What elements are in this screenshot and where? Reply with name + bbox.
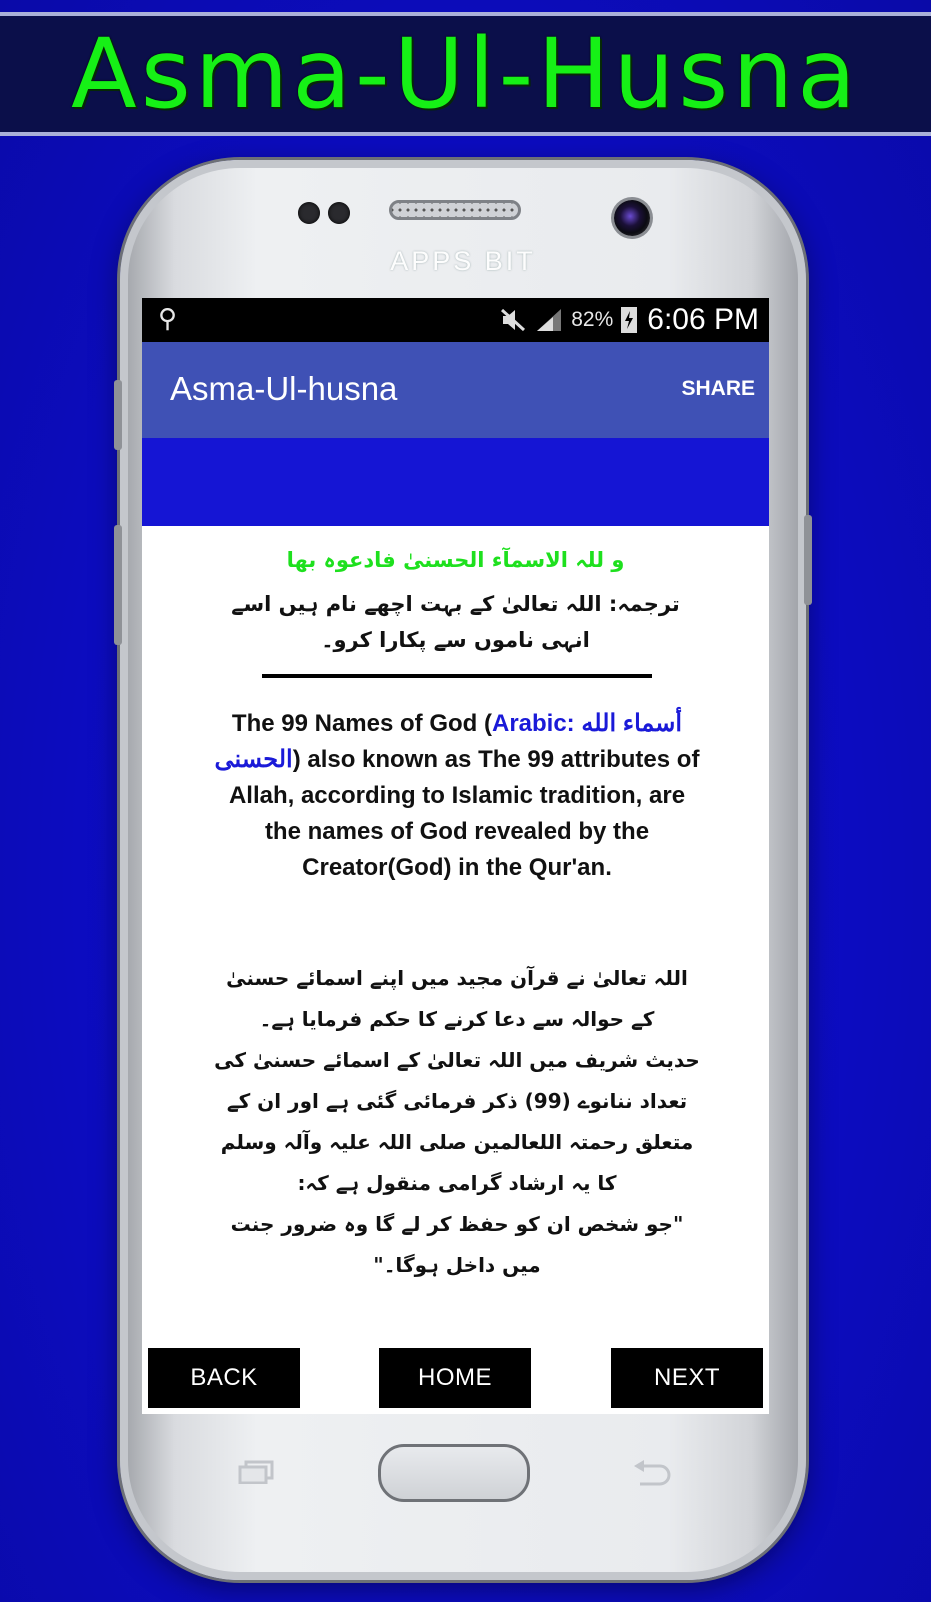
app-title: Asma-Ul-husna [170,370,398,407]
arabic-link[interactable]: Arabic: أسماء الله الحسنى [214,710,683,773]
home-key[interactable] [378,1444,530,1502]
phone-frame [120,160,806,1580]
english-description [212,706,702,886]
power-button [804,515,812,605]
usb-icon: ⚲ [158,303,178,333]
urdu-paragraph: حدیث شریف میں اللہ تعالیٰ کے اسمائے حسنیٰ کی تعداد ننانوے (99) ذکر فرمائی گئی ہے اور ان کے متعلق رحمتہ اللعالمین صلی اللہ علیہ وآلہ وسلم کا یہ ارشاد گرامی منقول ہے کہ: [214,1048,700,1195]
bottom-nav [142,1348,769,1410]
status-clock: 6:06 PM [647,303,759,336]
phone-screen [142,298,769,1414]
earpiece-speaker [389,200,521,220]
header-strip [142,438,769,526]
share-button[interactable]: SHARE [681,377,755,400]
verse-translation: ترجمہ: اللہ تعالیٰ کے بہت اچھے نام ہیں اسے انہی ناموں سے پکارا کرو۔ [231,592,680,652]
next-button[interactable]: NEXT [611,1348,763,1408]
back-key-icon[interactable] [632,1460,672,1488]
battery-charging-icon [621,307,637,333]
divider [262,674,652,678]
home-button[interactable]: HOME [379,1348,531,1408]
english-text-end: ) also known as The 99 attributes of Allah, according to Islamic tradition, are the names of God revealed by the Creator(God) in the Qur'an. [228,746,700,881]
english-text-start: The 99 Names of God ( [231,710,492,737]
urdu-paragraph: "جو شخص ان کو حفظ کر لے گا وہ ضرور جنت میں داخل ہوگا۔" [230,1212,684,1277]
phone-brand-label: APPS BIT [390,246,536,276]
urdu-description [212,958,702,1286]
sensor-dot-icon [328,202,350,224]
recent-apps-icon[interactable] [238,1460,276,1484]
mute-icon [499,307,527,333]
content-area [142,526,769,1346]
battery-percent: 82% [571,308,614,331]
signal-icon [535,307,563,333]
status-bar [142,298,769,342]
banner-title: Asma-Ul-Husna [71,18,860,130]
back-button[interactable]: BACK [148,1348,300,1408]
app-bar [142,342,769,438]
volume-button [114,380,122,450]
sensor-dot-icon [298,202,320,224]
side-button [114,525,122,645]
front-camera-icon [614,200,650,236]
urdu-paragraph: اللہ تعالیٰ نے قرآن مجید میں اپنے اسمائے حسنیٰ کے حوالہ سے دعا کرنے کا حکم فرمایا ہے۔ [226,966,688,1031]
quran-verse: و للہ الاسمآء الحسنیٰ فادعوہ بھا [286,548,625,572]
top-banner [0,12,931,136]
